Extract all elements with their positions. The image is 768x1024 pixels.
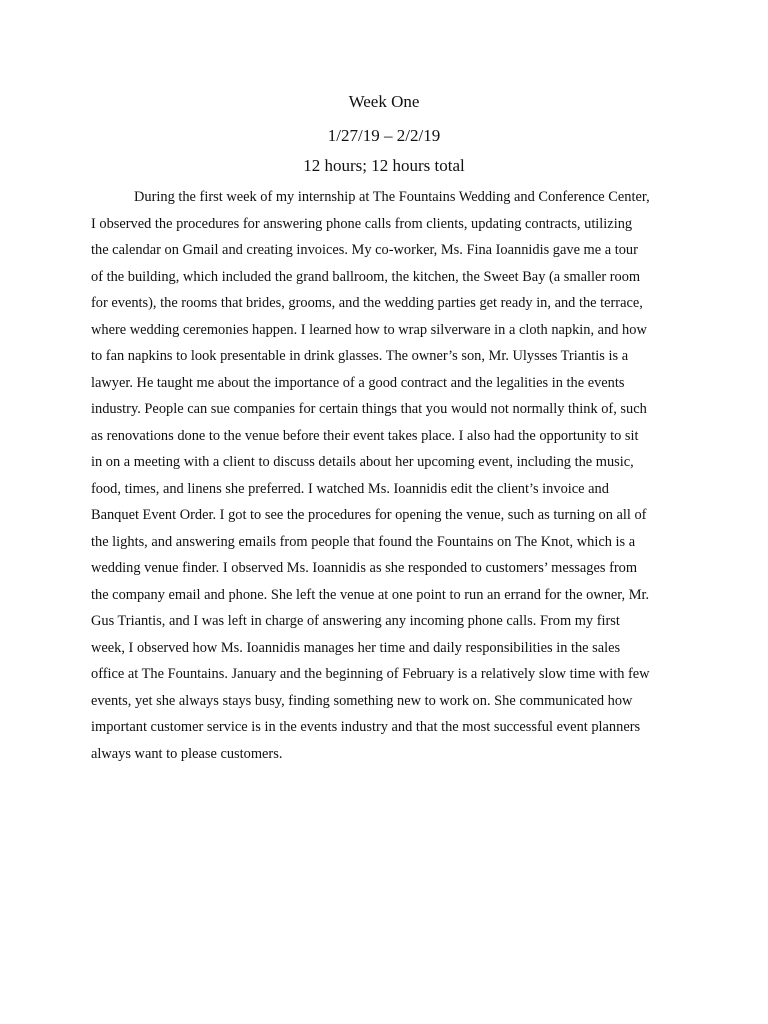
paragraph-line: important customer service is in the events industry and that the most successful event planners	[91, 719, 641, 735]
paragraph-line: office at The Fountains. January and the beginning of February is a relatively slow time with few	[91, 666, 650, 682]
paragraph-line: wedding venue finder. I observed Ms. Ioannidis as she responded to customers’ messages from	[91, 560, 638, 576]
paragraph-line: Gus Triantis, and I was left in charge of answering any incoming phone calls. From my first	[91, 613, 620, 629]
paragraph-line: of the building, which included the grand ballroom, the kitchen, the Sweet Bay (a smaller room	[91, 268, 641, 285]
paragraph-line: the company email and phone. She left the venue at one point to run an errand for the owner, Mr.	[91, 586, 650, 603]
date-range: 1/27/19 – 2/2/19	[327, 126, 441, 145]
page-title: Week One	[348, 92, 420, 111]
paragraph-line: where wedding ceremonies happen. I learned how to wrap silverware in a cloth napkin, and how	[91, 321, 647, 338]
paragraph-line: in on a meeting with a client to discuss details about her upcoming event, including the music,	[91, 454, 634, 470]
paragraph-line: the lights, and answering emails from people that found the Fountains on The Knot, which is a	[91, 533, 636, 550]
paragraph-line: week, I observed how Ms. Ioannidis manages her time and daily responsibilities in the sales	[91, 639, 621, 656]
paragraph-line: food, times, and linens she preferred. I watched Ms. Ioannidis edit the client’s invoice and	[91, 480, 609, 497]
paragraph-line: for events), the rooms that brides, grooms, and the wedding parties get ready in, and the terrace,	[91, 295, 643, 311]
paragraph-line: lawyer. He taught me about the importance of a good contract and the legalities in the events	[91, 374, 625, 391]
paragraph-line: Banquet Event Order. I got to see the procedures for opening the venue, such as turning on all of	[91, 507, 647, 523]
paragraph-line: the calendar on Gmail and creating invoices. My co-worker, Ms. Fina Ioannidis gave me a tour	[91, 242, 638, 258]
paragraph-line: industry. People can sue companies for certain things that you would not normally think of, such	[91, 401, 647, 417]
paragraph-line: to fan napkins to look presentable in drink glasses. The owner’s son, Mr. Ulysses Triantis is a	[91, 348, 629, 364]
hours-summary: 12 hours; 12 hours total	[303, 156, 465, 175]
paragraph-line: During the first week of my internship at The Fountains Wedding and Conference Center,	[134, 189, 650, 205]
paragraph-line: as renovations done to the venue before their event takes place. I also had the opportunity to sit	[91, 427, 639, 444]
paragraph-line: always want to please customers.	[91, 745, 283, 762]
paragraph-line: events, yet she always stays busy, finding something new to work on. She communicated how	[91, 692, 633, 709]
paragraph-line: I observed the procedures for answering phone calls from clients, updating contracts, utilizing	[91, 215, 633, 232]
journal-paragraph	[91, 184, 691, 767]
